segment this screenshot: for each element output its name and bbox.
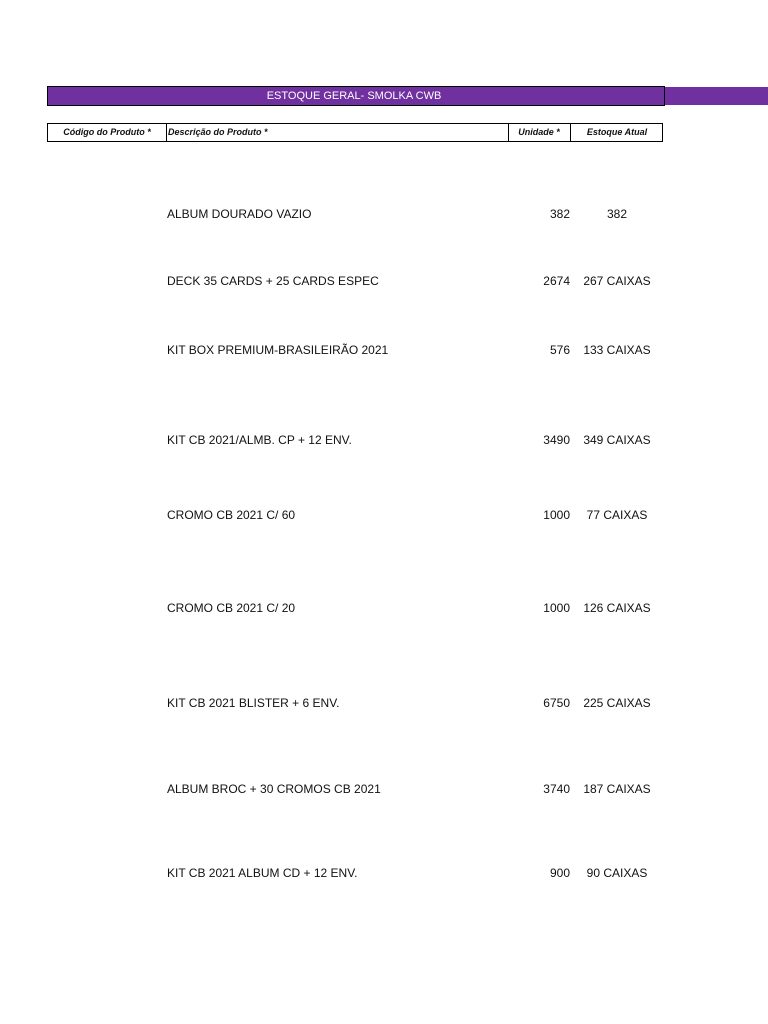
row-unit: 1000 xyxy=(543,601,570,615)
sheet-title: ESTOQUE GERAL- SMOLKA CWB xyxy=(266,90,442,102)
row-stock: 382 xyxy=(606,207,628,221)
header-unidade: Unidade * xyxy=(508,124,571,141)
row-stock: 187 CAIXAS xyxy=(583,782,651,796)
row-unit: 576 xyxy=(549,343,570,357)
row-description: KIT BOX PREMIUM-BRASILEIRÃO 2021 xyxy=(167,343,389,357)
table-row xyxy=(0,600,768,616)
header-descricao: Descrição do Produto * xyxy=(167,124,509,141)
row-description: KIT CB 2021 ALBUM CD + 12 ENV. xyxy=(167,866,358,880)
row-description: KIT CB 2021/ALMB. CP + 12 ENV. xyxy=(167,433,352,447)
row-stock: 349 CAIXAS xyxy=(583,433,651,447)
row-description: CROMO CB 2021 C/ 60 xyxy=(167,508,296,522)
row-stock: 77 CAIXAS xyxy=(586,508,648,522)
row-stock: 126 CAIXAS xyxy=(583,601,651,615)
row-unit: 900 xyxy=(549,866,570,880)
table-row xyxy=(0,507,768,523)
row-unit: 382 xyxy=(549,207,570,221)
row-stock: 267 CAIXAS xyxy=(583,274,651,288)
table-row xyxy=(0,781,768,797)
row-stock: 225 CAIXAS xyxy=(583,696,651,710)
table-row xyxy=(0,273,768,289)
table-row xyxy=(0,432,768,448)
table-row xyxy=(0,865,768,881)
table-header-row xyxy=(47,123,663,142)
row-description: DECK 35 CARDS + 25 CARDS ESPEC xyxy=(167,274,379,288)
sheet-title-cell xyxy=(47,87,768,105)
header-estoque: Estoque Atual xyxy=(586,127,648,137)
row-description: KIT CB 2021 BLISTER + 6 ENV. xyxy=(167,696,340,710)
row-unit: 1000 xyxy=(543,508,570,522)
row-unit: 3490 xyxy=(543,433,570,447)
table-row xyxy=(0,342,768,358)
row-stock: 133 CAIXAS xyxy=(583,343,651,357)
row-description: ALBUM BROC + 30 CROMOS CB 2021 xyxy=(167,782,381,796)
row-description: ALBUM DOURADO VAZIO xyxy=(167,207,312,221)
row-description: CROMO CB 2021 C/ 20 xyxy=(167,601,296,615)
header-codigo: Código do Produto * xyxy=(48,124,167,141)
row-unit: 2674 xyxy=(543,274,570,288)
row-unit: 3740 xyxy=(543,782,570,796)
table-row xyxy=(0,695,768,711)
row-unit: 6750 xyxy=(543,696,570,710)
table-row xyxy=(0,206,768,222)
row-stock: 90 CAIXAS xyxy=(586,866,648,880)
